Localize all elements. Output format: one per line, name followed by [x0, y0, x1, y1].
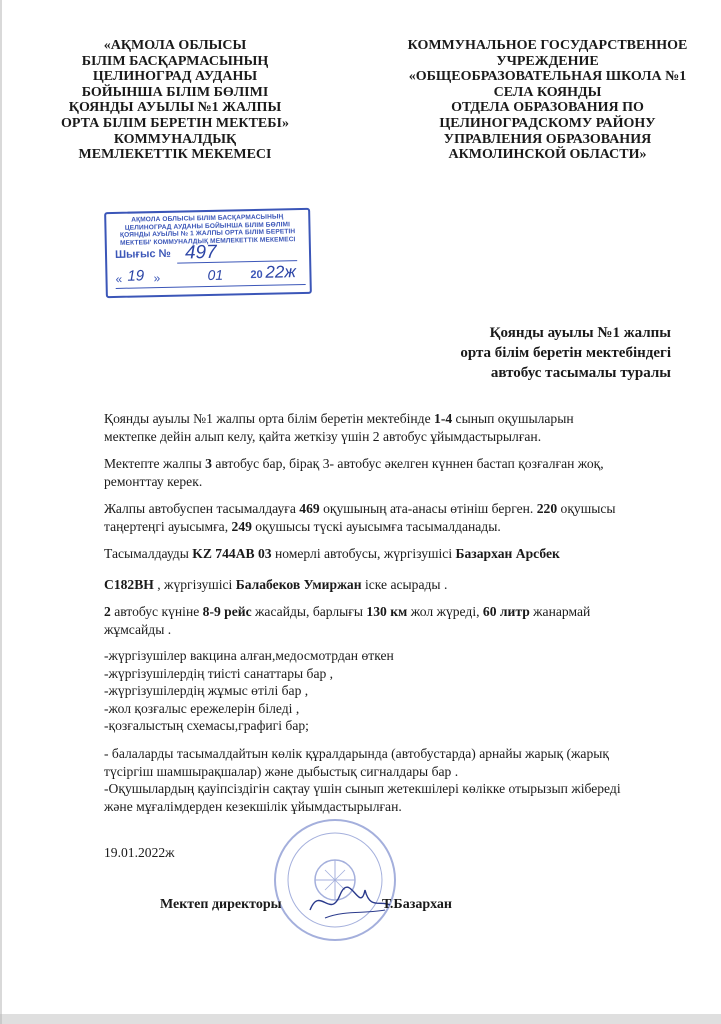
stamp-text: АҚМОЛА ОБЛЫСЫ БІЛІМ БАСҚАРМАСЫНЫҢ — [131, 213, 284, 224]
stamp-year: 22ж — [265, 262, 297, 282]
driver-name: Балабеков Умиржан — [235, 577, 362, 592]
note-line: және мұғалімдерден кезекшілік ұйымдастырылған. — [104, 798, 402, 814]
text: , жүргізушісі — [153, 577, 236, 592]
paragraph-trips — [104, 603, 664, 638]
header-line: ЦЕЛИНОГРАДСКОМУ РАЙОНУ — [439, 115, 656, 131]
header-line: БОЙЫНША БІЛІМ БӨЛІМІ — [81, 84, 269, 100]
signature-label: Мектеп директоры — [160, 897, 282, 912]
list-item: -жол қозғалыс ережелерін біледі , — [104, 700, 300, 716]
stamp-rule — [116, 284, 306, 289]
text: Қоянды ауылы №1 жалпы орта білім беретін мектебінде — [104, 411, 435, 426]
paragraph-buses — [104, 455, 664, 490]
scan-shadow — [0, 1014, 721, 1024]
header-line: «АҚМОЛА ОБЛЫСЫ — [103, 38, 247, 53]
driver-name: Базархан Арсбек — [455, 546, 560, 561]
text: Мектепте жалпы — [104, 456, 206, 471]
trips: 8-9 рейс — [202, 604, 252, 619]
text: жасайды, барлығы — [251, 604, 367, 619]
stamp-day: 19 — [127, 267, 145, 285]
bus-plate: KZ 744AB 03 — [192, 546, 272, 561]
note-line: -Оқушылардың қауіпсіздігін сақтау үшін сынып жетекшілері көлікке отырызып жібереді — [104, 781, 621, 796]
grades: 1-4 — [434, 411, 453, 426]
list-item: -жүргізушілердің жұмыс өтілі бар , — [104, 683, 309, 698]
requirements-list — [104, 647, 664, 735]
stamp-quote-close: » — [153, 271, 161, 286]
text: мектепке дейін алып келу, қайта жеткізу үшін 2 автобус ұйымдастырылған. — [104, 428, 542, 444]
header-line: КОММУНАЛЬНОЕ ГОСУДАРСТВЕННОЕ — [407, 38, 688, 53]
list-item: -жүргізушілер вакцина алған,медосмотрдан өткен — [104, 648, 394, 663]
bus-count: 3 — [205, 456, 212, 471]
header-line: МЕМЛЕКЕТТІК МЕКЕМЕСІ — [78, 147, 272, 163]
text: жұмсайды . — [104, 621, 172, 637]
text: жол жүреді, — [407, 604, 483, 619]
text: номерлі автобусы, жүргізушісі — [271, 546, 456, 561]
paragraph-driver-1 — [104, 545, 664, 563]
header-line: УПРАВЛЕНИЯ ОБРАЗОВАНИЯ — [443, 131, 652, 147]
text: іске асырады . — [361, 577, 448, 592]
text: Тасымалдауды — [104, 546, 193, 561]
page-edge — [0, 0, 2, 1024]
header-line: СЕЛА КОЯНДЫ — [493, 84, 602, 100]
text: ремонттау керек. — [104, 473, 203, 489]
note-line: түсіргіш шамшырақшалар) және дыбыстық сигналдары бар . — [104, 763, 459, 779]
header-line: ҚОЯНДЫ АУЫЛЫ №1 ЖАЛПЫ — [68, 100, 282, 116]
document-title — [460, 323, 671, 383]
document-date: 19.01.2022ж — [104, 845, 175, 860]
text: оқушысы — [557, 501, 616, 516]
title-line: автобус тасымалы туралы — [490, 365, 671, 381]
stamp-number-value: 497 — [184, 241, 217, 264]
header-line: УЧРЕЖДЕНИЕ — [496, 53, 599, 69]
stamp-date — [115, 262, 305, 286]
bus-count: 2 — [104, 604, 111, 619]
list-item: -қозғалыстың схемасы,графигі бар; — [104, 718, 309, 733]
header-line: ЦЕЛИНОГРАД АУДАНЫ — [92, 69, 258, 85]
outgoing-stamp — [104, 208, 312, 298]
text: оқушысы түскі ауысымға тасымалданады. — [251, 518, 501, 534]
stamp-quote-open: « — [115, 271, 123, 286]
header-line: ОТДЕЛА ОБРАЗОВАНИЯ ПО — [451, 100, 644, 116]
header-line: АКМОЛИНСКОЙ ОБЛАСТИ» — [448, 147, 647, 163]
fuel: 60 литр — [482, 604, 530, 619]
stamp-text: МЕКТЕБІ' КОММУНАЛДЫҚ МЕМЛЕКЕТТІК МЕКЕМЕСІ — [119, 235, 296, 247]
paragraph-students — [104, 500, 664, 535]
bus-plate: C182BH — [104, 577, 154, 592]
text: сынып оқушыларын — [452, 411, 574, 426]
header-line: БІЛІМ БАСҚАРМАСЫНЫҢ — [81, 53, 269, 69]
text: таңертеңгі ауысымға, — [104, 518, 232, 534]
paragraph-driver-2 — [104, 576, 664, 594]
afternoon-count: 249 — [231, 518, 252, 534]
text: Жалпы автобуспен тасымалдауға — [104, 501, 300, 516]
list-item: -жүргізушілердің тиісті санаттары бар , — [104, 665, 334, 681]
applications-count: 469 — [299, 501, 320, 516]
title-line: Қоянды ауылы №1 жалпы — [489, 325, 671, 341]
text: жанармай — [529, 604, 591, 619]
text: оқушының ата-анасы өтініш берген. — [319, 501, 537, 516]
stamp-text: ҚОЯНДЫ АУЫЛЫ № 1 ЖАЛПЫ ОРТА БІЛІМ БЕРЕТІН — [119, 228, 296, 240]
stamp-number-label: Шығыс № — [114, 247, 171, 261]
signer-name: Т.Базархан — [382, 897, 452, 912]
text: автобус бар, бірақ 3- автобус әкелген күннен бастап қозғалған жоқ, — [211, 456, 604, 471]
text: автобус күніне — [110, 604, 203, 619]
title-line: орта білім беретін мектебіндегі — [460, 345, 671, 361]
header-line: «ОБЩЕОБРАЗОВАТЕЛЬНАЯ ШКОЛА №1 — [408, 69, 687, 85]
stamp-year-prefix: 20 — [250, 268, 263, 282]
distance: 130 км — [366, 604, 408, 619]
note-line: - балаларды тасымалдайтын көлік құралдарында (автобустарда) арнайы жарық (жарық — [104, 746, 609, 761]
paragraph-routes — [104, 410, 664, 445]
stamp-text: ЦЕЛИНОГРАД АУДАНЫ БОЙЫНША БІЛІМ БӨЛІМІ — [124, 220, 291, 232]
notes — [104, 745, 664, 815]
header-line: КОММУНАЛДЫҚ — [113, 131, 237, 147]
morning-count: 220 — [536, 501, 558, 516]
header-russian — [390, 38, 705, 163]
header-line: ОРТА БІЛІМ БЕРЕТІН МЕКТЕБІ» — [61, 115, 289, 131]
header-kazakh — [40, 38, 310, 163]
stamp-month: 01 — [207, 266, 224, 284]
